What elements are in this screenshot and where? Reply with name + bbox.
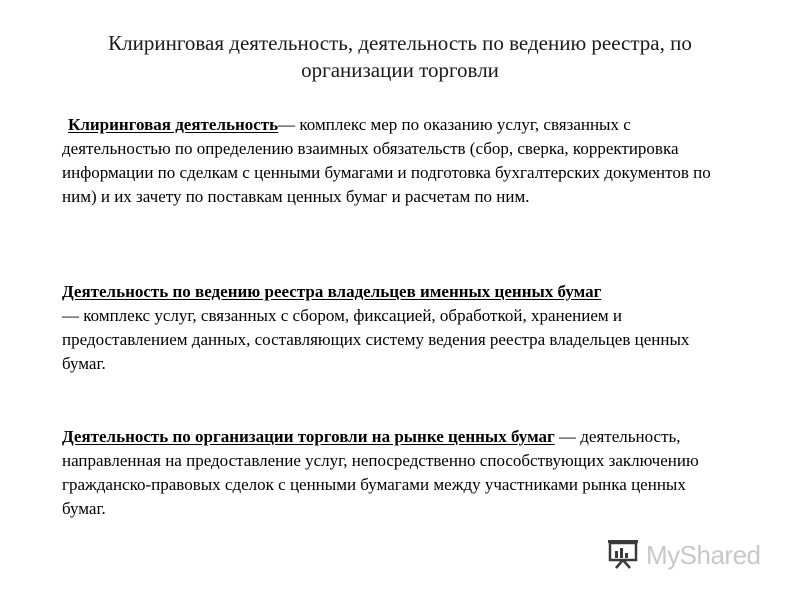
term-registry: Деятельность по ведению реестра владельцев именных ценных бумаг [62,282,602,301]
watermark-text: MyShared [646,539,761,570]
slide-title: Клиринговая деятельность, деятельность по ведению реестра, по организации торговли [108,31,692,82]
term-clearing: Клиринговая деятельность [68,115,279,134]
definition-trading: — деятельность, направленная на предоставление услуг, непосредственно способствующих заключению гражданско-правовых сделок с ценными бумагами между участниками рынка ценных бумаг. [62,427,699,518]
presentation-board-icon [606,537,640,574]
definition-registry: — комплекс услуг, связанных с сбором, фиксацией, обработкой, хранением и предоставлением данных, составляющих систему ведения реестра владельцев ценных бумаг. [62,306,690,373]
paragraph-trading [62,425,730,521]
term-trading: Деятельность по организации торговли на рынке ценных бумаг [62,427,555,446]
paragraph-clearing [62,113,730,209]
definition-clearing: — комплекс мер по оказанию услуг, связанных с деятельностью по определению взаимных обязательств (сбор, сверка, корректировка информации по сделкам с ценными бумагами и подготовка бухгалтерских документов по ним) и их зачету по поставкам ценных бумаг и расчетам по ним. [62,115,711,206]
paragraph-registry [62,280,730,376]
watermark-logo [606,538,761,572]
